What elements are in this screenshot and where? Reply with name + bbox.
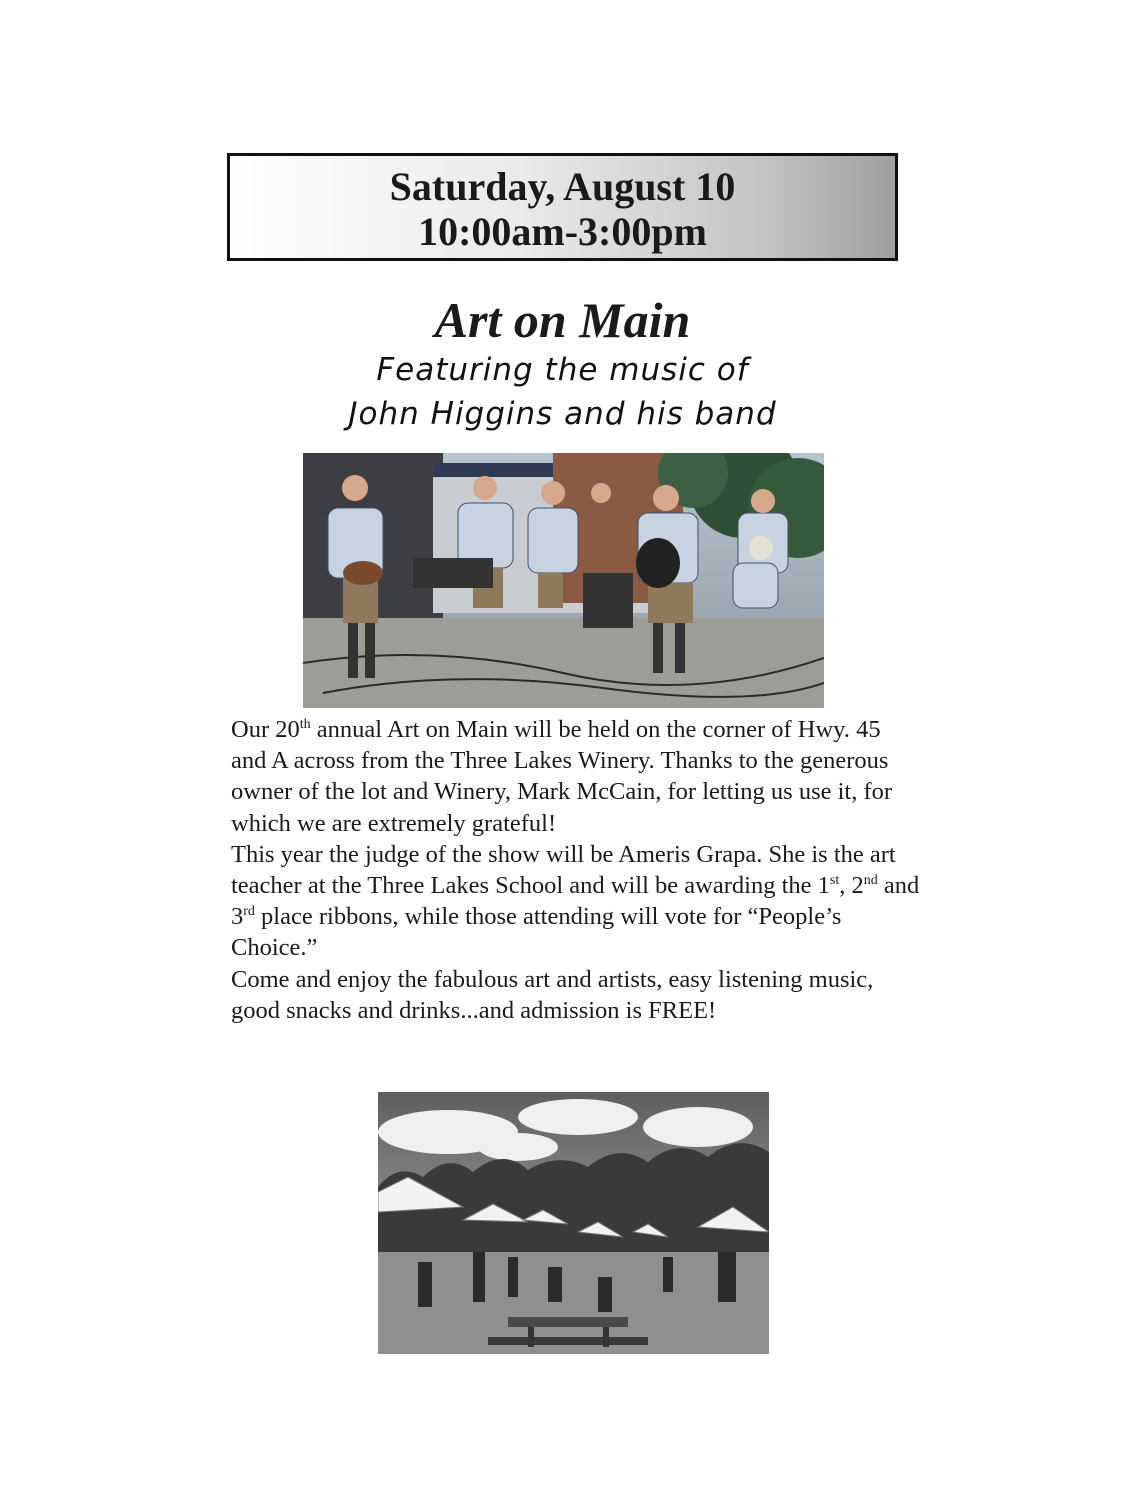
paragraph-invitation: Come and enjoy the fabulous art and artists, easy listening music, good snacks and drinks...and admission is FREE! [231,965,874,1024]
paragraph-location [231,714,921,839]
art-fair-photo [378,1092,769,1354]
paragraph-judge-text-3: and 3 [231,872,920,931]
event-description [231,714,921,1026]
paragraph-location-text-1: Our 20 [231,716,300,743]
band-photo [303,453,824,708]
paragraph-judge-text-4: place ribbons, while those attending will vote for “People’s Choice.” [231,903,842,962]
event-title: Art on Main [434,292,691,348]
ordinal-suffix: st [829,872,840,888]
subtitle-line-2: John Higgins and his band [348,396,777,432]
event-date: Saturday, August 10 [389,164,736,209]
paragraph-judge-text-1: This year the judge of the show will be Ameris Grapa. She is the art teacher at the Three Lakes School and will be awarding the 1 [231,840,896,900]
paragraph-judge-text-2: , 2 [839,872,864,900]
paragraph-location-text-2: annual Art on Main will be held on the corner of Hwy. 45 and A across from the Three Lakes Winery. Thanks to the generous owner of the lot and Winery, Mark McCain, for letting us use it, for which we are extremely grateful! [231,716,893,837]
event-subtitle [0,348,1125,436]
ordinal-suffix: th [299,716,311,732]
paragraph-judge [231,839,921,964]
date-banner [227,153,898,261]
subtitle-line-1: Featuring the music of [376,352,749,388]
event-time: 10:00am-3:00pm [418,209,707,254]
ordinal-suffix: nd [863,872,878,888]
ordinal-suffix: rd [243,904,255,920]
